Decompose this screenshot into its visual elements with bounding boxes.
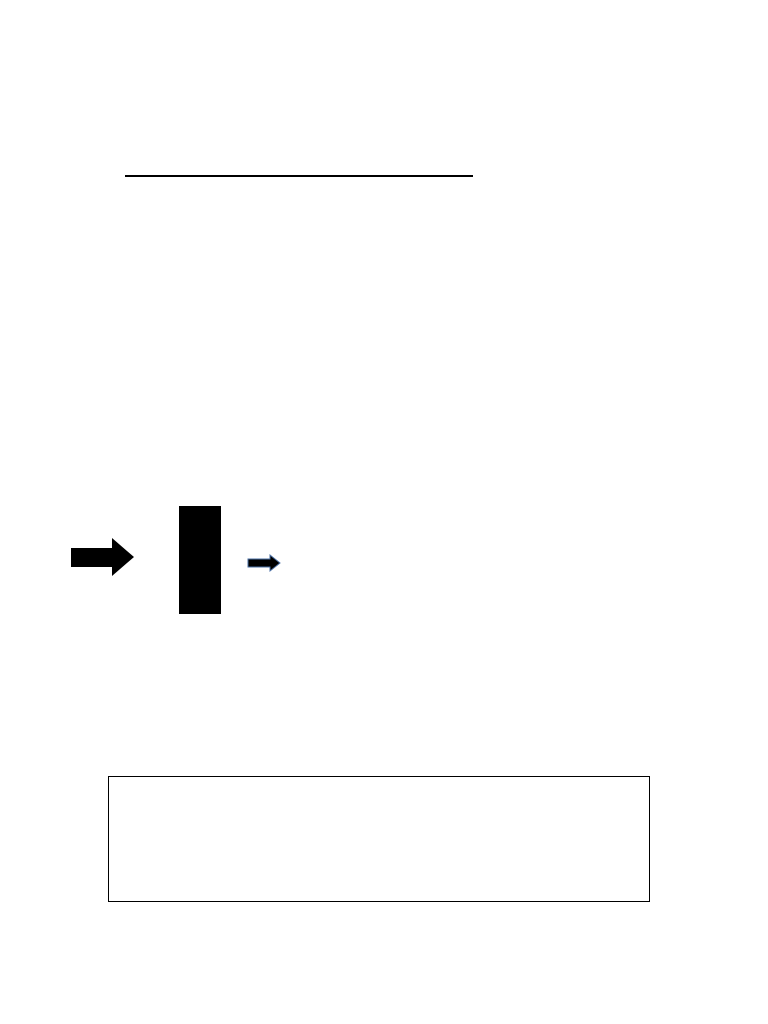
absorbance-equation	[337, 594, 707, 611]
absorbance-heading	[337, 577, 707, 594]
beam-diagram	[60, 500, 300, 640]
absorbance-equation	[337, 645, 707, 662]
table-header-perceived-color	[364, 176, 473, 177]
measurement-methods	[337, 475, 707, 662]
absorbance-equation	[337, 628, 707, 645]
measures-intro-line	[337, 492, 707, 509]
table-header-row	[126, 176, 473, 177]
sample-cuvette	[179, 506, 221, 614]
transmittance-definition	[337, 526, 707, 543]
transmitted-beam-arrow	[248, 555, 280, 571]
absorbance-equation	[337, 611, 707, 628]
table-header-wavelength	[126, 176, 245, 177]
measures-intro-line	[337, 475, 707, 492]
table-header-absorbed-color	[245, 176, 364, 177]
wavelength-color-table	[125, 175, 473, 177]
scale-lines	[109, 777, 649, 901]
transmittance-absorbance-scale	[108, 776, 650, 902]
percent-transmittance-definition	[337, 543, 707, 560]
incident-beam-arrow	[71, 538, 134, 576]
